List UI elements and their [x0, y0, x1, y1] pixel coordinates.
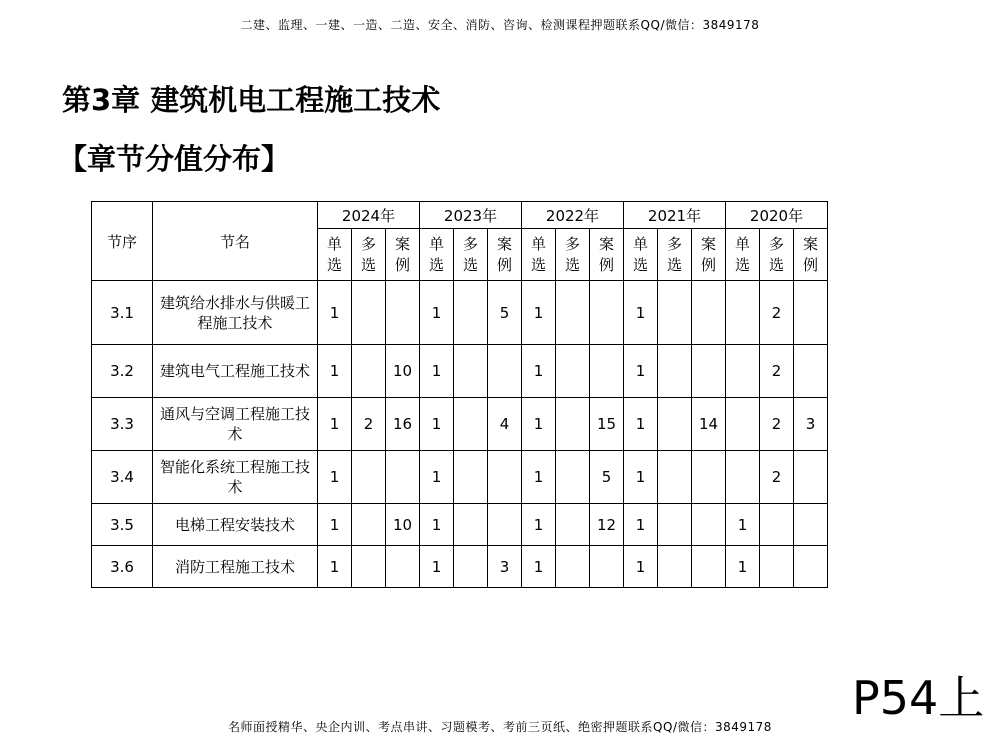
- score-cell: 1: [318, 451, 352, 504]
- score-cell: [488, 451, 522, 504]
- question-type-header: 单选: [726, 229, 760, 281]
- score-cell: [454, 281, 488, 345]
- score-cell: [556, 546, 590, 588]
- score-cell: [590, 281, 624, 345]
- score-cell: [556, 451, 590, 504]
- table-row: [92, 504, 828, 546]
- year-header: 2021年: [624, 202, 726, 229]
- score-cell: 1: [420, 345, 454, 398]
- score-cell: 1: [522, 451, 556, 504]
- question-type-header: 案例: [386, 229, 420, 281]
- score-cell: 1: [522, 398, 556, 451]
- score-cell: [658, 451, 692, 504]
- question-type-header: 案例: [590, 229, 624, 281]
- score-cell: 3: [488, 546, 522, 588]
- score-cell: [352, 546, 386, 588]
- year-header: 2022年: [522, 202, 624, 229]
- score-cell: [726, 398, 760, 451]
- score-cell: [556, 345, 590, 398]
- table-row: [92, 451, 828, 504]
- score-cell: [386, 281, 420, 345]
- score-cell: [590, 546, 624, 588]
- section-name-cell: 消防工程施工技术: [153, 546, 318, 588]
- section-name-cell: 通风与空调工程施工技术: [153, 398, 318, 451]
- score-cell: 1: [420, 504, 454, 546]
- score-cell: 1: [624, 546, 658, 588]
- score-cell: 1: [522, 546, 556, 588]
- score-cell: [556, 504, 590, 546]
- score-cell: [692, 504, 726, 546]
- score-cell: 3: [794, 398, 828, 451]
- score-cell: [726, 345, 760, 398]
- score-cell: [454, 398, 488, 451]
- header-section-no: 节序: [92, 202, 153, 281]
- question-type-header: 案例: [488, 229, 522, 281]
- section-name-cell: 电梯工程安装技术: [153, 504, 318, 546]
- score-cell: 1: [318, 504, 352, 546]
- section-no-cell: 3.3: [92, 398, 153, 451]
- score-cell: [794, 504, 828, 546]
- score-cell: 2: [760, 451, 794, 504]
- score-cell: [556, 281, 590, 345]
- section-no-cell: 3.1: [92, 281, 153, 345]
- question-type-header: 多选: [556, 229, 590, 281]
- score-cell: [692, 281, 726, 345]
- question-type-header: 多选: [352, 229, 386, 281]
- score-cell: [454, 345, 488, 398]
- section-no-cell: 3.5: [92, 504, 153, 546]
- year-header: 2020年: [726, 202, 828, 229]
- score-cell: 1: [726, 546, 760, 588]
- question-type-header: 单选: [318, 229, 352, 281]
- score-cell: [488, 504, 522, 546]
- score-cell: 12: [590, 504, 624, 546]
- score-cell: 1: [624, 504, 658, 546]
- score-cell: 1: [624, 451, 658, 504]
- score-cell: 1: [522, 345, 556, 398]
- section-no-cell: 3.6: [92, 546, 153, 588]
- score-cell: 1: [318, 398, 352, 451]
- score-distribution-table: [91, 201, 828, 588]
- question-type-header: 单选: [522, 229, 556, 281]
- score-cell: [658, 398, 692, 451]
- score-cell: 2: [760, 345, 794, 398]
- score-cell: [386, 451, 420, 504]
- question-type-header: 案例: [692, 229, 726, 281]
- score-cell: 1: [726, 504, 760, 546]
- question-type-header: 多选: [658, 229, 692, 281]
- score-cell: 1: [420, 546, 454, 588]
- score-cell: 10: [386, 504, 420, 546]
- question-type-header: 单选: [420, 229, 454, 281]
- score-cell: 1: [420, 281, 454, 345]
- score-cell: [658, 546, 692, 588]
- score-cell: [658, 281, 692, 345]
- score-cell: 14: [692, 398, 726, 451]
- score-cell: [352, 345, 386, 398]
- score-cell: [386, 546, 420, 588]
- section-name-cell: 建筑电气工程施工技术: [153, 345, 318, 398]
- score-cell: 16: [386, 398, 420, 451]
- question-type-header: 单选: [624, 229, 658, 281]
- section-name-cell: 智能化系统工程施工技术: [153, 451, 318, 504]
- score-cell: [352, 281, 386, 345]
- score-cell: [726, 451, 760, 504]
- year-header: 2024年: [318, 202, 420, 229]
- score-cell: [454, 451, 488, 504]
- section-name-cell: 建筑给水排水与供暖工程施工技术: [153, 281, 318, 345]
- score-cell: 15: [590, 398, 624, 451]
- score-cell: 2: [760, 398, 794, 451]
- score-cell: [454, 504, 488, 546]
- score-cell: 2: [352, 398, 386, 451]
- score-cell: [760, 504, 794, 546]
- score-cell: 1: [420, 398, 454, 451]
- page-reference: P54上: [852, 671, 985, 725]
- score-cell: [794, 546, 828, 588]
- score-cell: 4: [488, 398, 522, 451]
- table-row: [92, 345, 828, 398]
- score-cell: [590, 345, 624, 398]
- score-cell: 10: [386, 345, 420, 398]
- score-cell: 1: [318, 281, 352, 345]
- table-row: [92, 281, 828, 345]
- score-cell: [794, 451, 828, 504]
- score-cell: [488, 345, 522, 398]
- section-title: 【章节分值分布】: [58, 142, 291, 176]
- score-cell: [692, 345, 726, 398]
- score-cell: [692, 546, 726, 588]
- score-cell: 1: [420, 451, 454, 504]
- score-cell: 1: [624, 398, 658, 451]
- score-cell: 1: [522, 281, 556, 345]
- score-cell: [352, 451, 386, 504]
- score-cell: 1: [624, 345, 658, 398]
- table-row: [92, 398, 828, 451]
- section-no-cell: 3.4: [92, 451, 153, 504]
- section-no-cell: 3.2: [92, 345, 153, 398]
- score-cell: [352, 504, 386, 546]
- header-section-name: 节名: [153, 202, 318, 281]
- score-cell: [794, 281, 828, 345]
- score-cell: [658, 345, 692, 398]
- score-cell: 2: [760, 281, 794, 345]
- table-row: [92, 546, 828, 588]
- question-type-header: 多选: [454, 229, 488, 281]
- header-note: 二建、监理、一建、一造、二造、安全、消防、咨询、检测课程押题联系QQ/微信：3849178: [240, 18, 760, 32]
- question-type-header: 多选: [760, 229, 794, 281]
- score-cell: [726, 281, 760, 345]
- question-type-header: 案例: [794, 229, 828, 281]
- score-cell: [760, 546, 794, 588]
- score-cell: [658, 504, 692, 546]
- score-cell: 5: [590, 451, 624, 504]
- score-cell: [556, 398, 590, 451]
- score-cell: 1: [522, 504, 556, 546]
- year-header: 2023年: [420, 202, 522, 229]
- score-cell: 5: [488, 281, 522, 345]
- score-cell: [794, 345, 828, 398]
- chapter-title: 第3章 建筑机电工程施工技术: [62, 83, 441, 117]
- score-cell: 1: [318, 345, 352, 398]
- score-cell: 1: [318, 546, 352, 588]
- score-cell: 1: [624, 281, 658, 345]
- footer-note: 名师面授精华、央企内训、考点串讲、习题模考、考前三页纸、绝密押题联系QQ/微信：3849178: [228, 720, 772, 734]
- score-cell: [692, 451, 726, 504]
- score-cell: [454, 546, 488, 588]
- table-body: [92, 281, 828, 588]
